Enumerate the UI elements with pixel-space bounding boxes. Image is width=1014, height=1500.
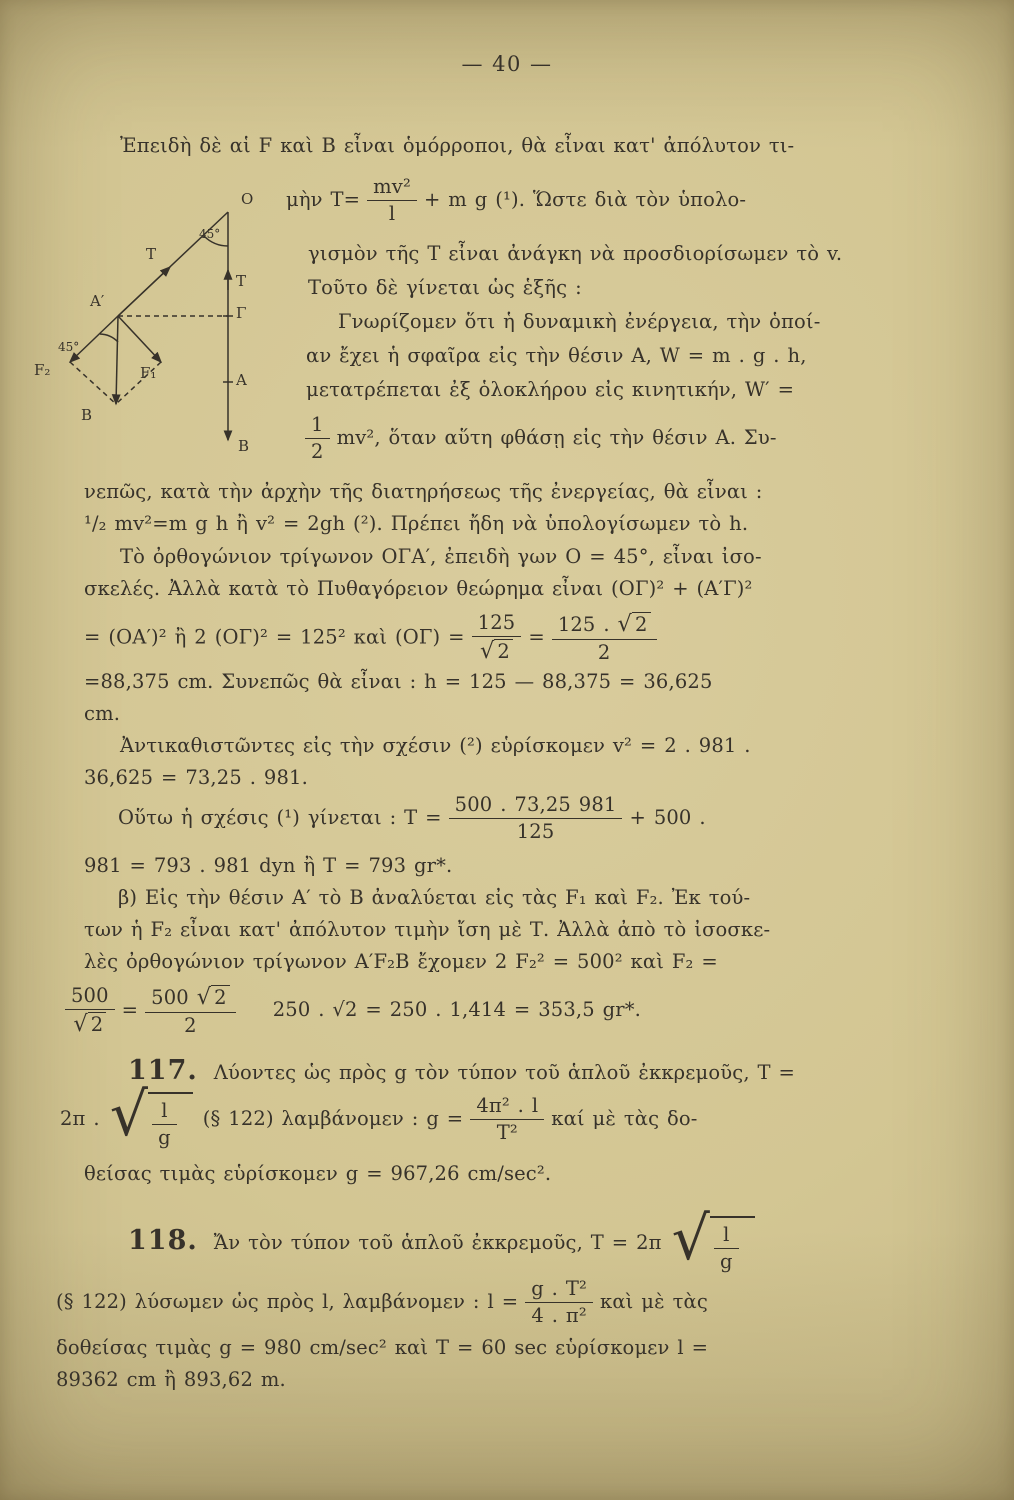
page-number: — 40 — — [461, 52, 553, 76]
text-run: Οὕτω ἡ σχέσις (¹) γίνεται : T = — [118, 805, 442, 829]
fraction — [367, 176, 417, 225]
fraction-numerator — [552, 612, 657, 640]
text-line-27 — [128, 1204, 765, 1275]
figure-label-point-b: B — [238, 437, 250, 455]
figure-label-force-f2: F₂ — [34, 361, 51, 379]
text-run: Λύοντες ὡς πρὸς g τὸν τύπον τοῦ ἁπλοῦ ἐκκρεμοῦς, T = — [213, 1061, 796, 1084]
fraction — [472, 612, 522, 664]
fraction-denominator: 2 — [597, 641, 611, 665]
text-line-28 — [56, 1278, 708, 1327]
fraction — [525, 1278, 593, 1327]
text-line-24 — [128, 1052, 795, 1090]
figure-label-angle-top: 45° — [199, 227, 221, 241]
fraction — [305, 414, 330, 463]
square-root — [671, 1204, 755, 1275]
fraction-numerator: 125 — [472, 612, 522, 637]
text-run: 500 — [151, 986, 197, 1009]
text-line-18 — [118, 794, 706, 843]
fraction — [449, 794, 623, 843]
pendulum-diagram-lines — [28, 192, 278, 472]
text-run: (§ 122) λαμβάνομεν : g = — [202, 1106, 464, 1130]
text-line-22: λὲς ὀρθογώνιον τρίγωνον Α′F₂Β ἔχομεν 2 F₂² = 500² καὶ F₂ = — [84, 950, 718, 973]
text-run: (§ 122) λύσωμεν ὡς πρὸς l, λαμβάνομεν : l = — [56, 1289, 519, 1313]
fraction-numerator: 500 — [65, 985, 115, 1010]
equals-sign: = — [121, 998, 139, 1022]
radical-sign: √ — [109, 1080, 149, 1150]
text-line-09: νεπῶς, κατὰ τὴν ἀρχὴν τῆς διατηρήσεως τῆς ἐνεργείας, θὰ εἶναι : — [84, 480, 763, 503]
text-run: 2π . — [60, 1106, 100, 1130]
fraction-numerator: 1 — [305, 414, 330, 439]
figure-label-tension-string: T — [146, 245, 157, 263]
text-line-02 — [286, 176, 746, 225]
text-line-03: γισμὸν τῆς Τ εἶναι ἀνάγκη νὰ προσδιορίσωμεν τὸ v. — [308, 242, 843, 265]
sqrt-radicand: 2 — [632, 612, 651, 636]
sqrt-radicand: 2 — [494, 639, 513, 663]
problem-118-number: 118. — [128, 1224, 198, 1256]
text-line-21: των ἡ F₂ εἶναι κατ' ἀπόλυτον τιμὴν ἴση μὲ Τ. Ἀλλὰ ἀπὸ τὸ ἰσοσκε- — [84, 918, 771, 941]
fraction-denominator: g — [158, 1125, 171, 1149]
text-run: + m g (¹). Ὥστε διὰ τὸν ὑπολο- — [423, 187, 747, 211]
fraction — [152, 1100, 177, 1149]
fraction-denominator — [65, 1010, 115, 1037]
sqrt-radicand: 2 — [211, 985, 230, 1009]
text-run: μὴν T= — [286, 187, 361, 211]
text-line-29: δοθείσας τιμὰς g = 980 cm/sec² καὶ T = 60 sec εὑρίσκομεν l = — [56, 1336, 709, 1359]
sqrt-radicand: 2 — [88, 1012, 107, 1036]
fraction-numerator: mv² — [367, 176, 417, 201]
fraction-denominator: l — [388, 201, 396, 225]
fraction-numerator: l — [714, 1224, 739, 1249]
text-line-23 — [58, 985, 641, 1037]
force-f2-arrow — [70, 316, 118, 362]
angle-arc-aprime — [100, 334, 118, 342]
text-line-14: =88,375 cm. Συνεπῶς θὰ εἶναι : h = 125 — 88,375 = 36,625 — [84, 670, 713, 693]
text-line-12: σκελές. Ἀλλὰ κατὰ τὸ Πυθαγόρειον θεώρημα εἶναι (ΟΓ)² + (Α′Γ)² — [84, 577, 753, 600]
fraction — [65, 985, 115, 1037]
text-line-01: Ἐπειδὴ δὲ αἱ F καὶ Β εἶναι ὁμόρροποι, θὰ εἶναι κατ' ἀπόλυτον τι- — [120, 134, 795, 157]
text-line-16: Ἀντικαθιστῶντες εἰς τὴν σχέσιν (²) εὑρίσκομεν v² = 2 . 981 . — [120, 734, 751, 757]
figure-label-angle-forces: 45° — [58, 340, 80, 354]
equals-sign: = — [528, 625, 545, 649]
fraction-numerator — [145, 985, 236, 1013]
problem-117-number: 117. — [128, 1055, 198, 1086]
fraction-denominator: 2 — [311, 439, 324, 463]
parallelogram-dashed-1 — [70, 362, 116, 404]
sqrt-sign: √ — [73, 1010, 88, 1037]
fraction-denominator — [472, 637, 522, 664]
radicand — [710, 1216, 755, 1275]
figure-label-point-a: A — [236, 371, 247, 389]
radicand — [148, 1092, 193, 1151]
figure-label-gamma: Γ — [236, 304, 247, 322]
fraction-numerator: 500 . 73,25 981 — [449, 794, 623, 819]
text-line-13 — [84, 612, 664, 664]
fraction — [552, 612, 657, 664]
sqrt-sign: √ — [617, 611, 632, 637]
text-run: Ἄν τὸν τύπον τοῦ ἁπλοῦ ἐκκρεμοῦς, T = 2π — [213, 1230, 662, 1254]
fraction-numerator: 4π² . l — [470, 1095, 544, 1120]
sqrt-sign: √ — [196, 984, 212, 1010]
text-line-07: μετατρέπεται ἐξ ὁλοκλήρου εἰς κινητικήν, W′ = — [306, 378, 795, 401]
text-run: 125 . — [557, 613, 618, 636]
text-run: 250 . √2 = 250 . 1,414 = 353,5 gr*. — [272, 998, 641, 1022]
pendulum-figure — [28, 192, 278, 472]
text-line-20: β) Εἰς τὴν θέσιν Α′ τὸ Β ἀναλύεται εἰς τὰς F₁ καὶ F₂. Ἐκ τού- — [118, 886, 751, 909]
text-line-10: ¹/₂ mv²=m g h ἢ v² = 2gh (²). Πρέπει ἤδη νὰ ὑπολογίσωμεν τὸ h. — [84, 512, 749, 535]
force-f1-arrow — [118, 316, 161, 362]
text-line-15: cm. — [84, 702, 121, 725]
text-line-19: 981 = 793 . 981 dyn ἢ T = 793 gr*. — [84, 854, 453, 877]
figure-label-force-f1: F₁ — [140, 364, 157, 382]
text-run: mv², ὅταν αὕτη φθάσῃ εἰς τὴν θέσιν Α. Συ- — [336, 425, 777, 449]
fraction-numerator: g . T² — [525, 1278, 593, 1303]
square-root — [109, 1080, 193, 1151]
text-line-17: 36,625 = 73,25 . 981. — [84, 766, 308, 789]
text-line-08 — [298, 414, 777, 463]
text-line-06: αν ἔχει ἡ σφαῖρα εἰς τὴν θέσιν Α, W = m . g . h, — [306, 344, 807, 367]
radical-sign: √ — [671, 1204, 711, 1274]
text-line-04: Τοῦτο δὲ γίνεται ὡς ἑξῆς : — [308, 276, 582, 299]
figure-label-pivot: O — [241, 190, 254, 208]
weight-arrow — [116, 316, 118, 404]
text-line-30: 89362 cm ἢ 893,62 m. — [56, 1368, 286, 1391]
fraction — [714, 1224, 739, 1273]
text-line-26: θείσας τιμὰς εὑρίσκομεν g = 967,26 cm/sec². — [84, 1162, 552, 1185]
figure-label-tension-vertical: T — [236, 272, 247, 290]
figure-label-force-weight: B — [81, 406, 93, 424]
fraction-numerator: l — [152, 1100, 177, 1125]
tension-arrow-string — [118, 267, 170, 316]
text-line-05: Γνωρίζομεν ὅτι ἡ δυναμικὴ ἐνέργεια, τὴν ὁποί- — [338, 310, 821, 333]
text-line-25 — [60, 1080, 698, 1151]
text-run: = (ΟΑ′)² ἢ 2 (ΟΓ)² = 125² καὶ (ΟΓ) = — [84, 625, 465, 649]
figure-label-a-prime: A′ — [90, 292, 105, 310]
fraction-denominator: 2 — [184, 1014, 197, 1038]
sqrt-sign: √ — [479, 637, 495, 664]
text-run: + 500 . — [629, 805, 706, 829]
fraction-denominator: T² — [496, 1120, 518, 1144]
fraction-denominator: 125 — [516, 819, 555, 843]
fraction — [470, 1095, 544, 1144]
text-line-11: Τὸ ὀρθογώνιον τρίγωνον ΟΓΑ′, ἐπειδὴ γων Ο = 45°, εἶναι ἰσο- — [120, 545, 762, 568]
text-run: καί μὲ τὰς δο- — [551, 1106, 698, 1130]
fraction-denominator: g — [720, 1249, 733, 1273]
text-run: καὶ μὲ τὰς — [600, 1289, 708, 1313]
fraction — [145, 985, 236, 1037]
fraction-denominator: 4 . π² — [531, 1303, 587, 1327]
